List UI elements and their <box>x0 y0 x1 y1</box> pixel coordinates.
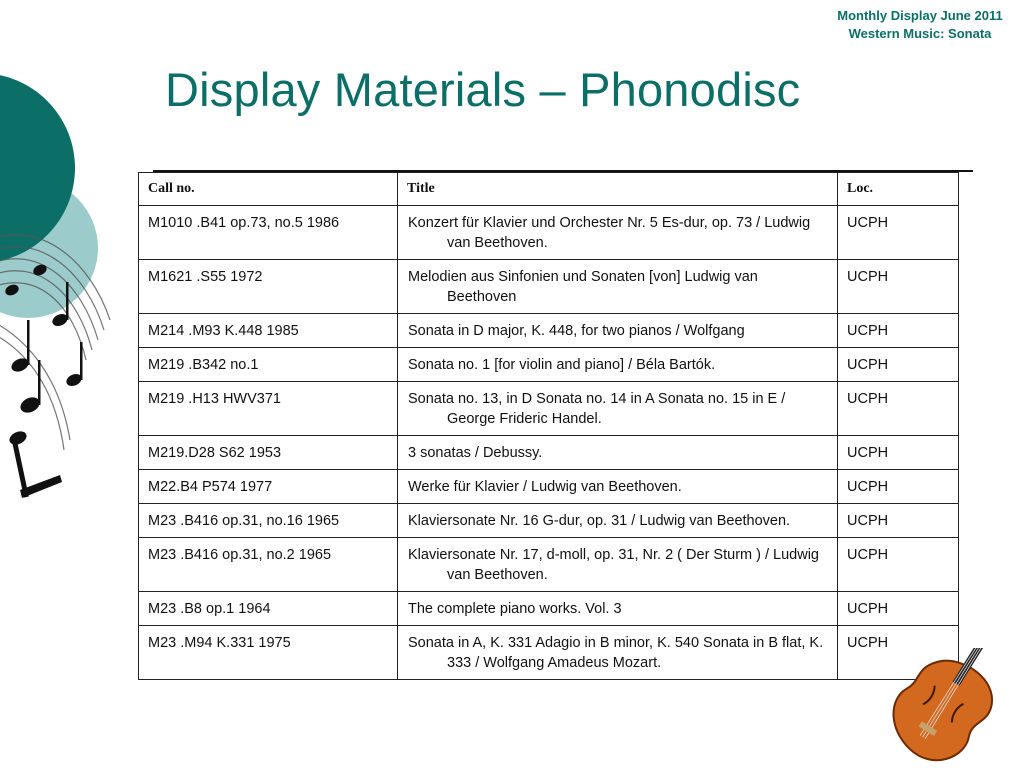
title-text: Sonata in A, K. 331 Adagio in B minor, K. 540 Sonata in B flat, K. 333 / Wolfgang Amadeus Mozart. <box>408 635 824 671</box>
table-row <box>139 348 959 382</box>
cell-loc: UCPH <box>838 314 959 348</box>
table-row <box>139 382 959 436</box>
cell-loc: UCPH <box>838 592 959 626</box>
title-text: Sonata no. 1 [for violin and piano] / Béla Bartók. <box>408 357 716 373</box>
violin-icon <box>862 648 1024 768</box>
column-header-title: Title <box>398 173 838 206</box>
cell-call-no: M1621 .S55 1972 <box>139 260 398 314</box>
title-text: Klaviersonate Nr. 17, d-moll, op. 31, Nr. 2 ( Der Sturm ) / Ludwig van Beethoven. <box>408 547 819 583</box>
cell-loc: UCPH <box>838 348 959 382</box>
column-header-loc: Loc. <box>838 173 959 206</box>
cell-title <box>398 592 838 626</box>
table-row <box>139 470 959 504</box>
table-row <box>139 436 959 470</box>
cell-title <box>398 436 838 470</box>
cell-loc: UCPH <box>838 504 959 538</box>
title-text: The complete piano works. Vol. 3 <box>408 601 622 617</box>
column-header-call-no: Call no. <box>139 173 398 206</box>
cell-loc: UCPH <box>838 538 959 592</box>
cell-loc: UCPH <box>838 436 959 470</box>
cell-title <box>398 260 838 314</box>
cell-loc: UCPH <box>838 260 959 314</box>
table-row <box>139 626 959 680</box>
page-title: Display Materials – Phonodisc <box>165 63 801 116</box>
title-text: Sonata no. 13, in D Sonata no. 14 in A Sonata no. 15 in E / George Frideric Handel. <box>408 391 786 427</box>
title-text: 3 sonatas / Debussy. <box>408 445 543 461</box>
cell-call-no: M23 .B416 op.31, no.2 1965 <box>139 538 398 592</box>
table-row <box>139 538 959 592</box>
title-text: Sonata in D major, K. 448, for two pianos / Wolfgang <box>408 323 745 339</box>
cell-title <box>398 314 838 348</box>
cell-call-no: M23 .B416 op.31, no.16 1965 <box>139 504 398 538</box>
cell-call-no: M23 .B8 op.1 1964 <box>139 592 398 626</box>
music-notes-swirl-icon <box>0 20 130 520</box>
header-note-line2: Western Music: Sonata <box>848 26 992 41</box>
cell-title <box>398 538 838 592</box>
table-row <box>139 206 959 260</box>
title-text: Melodien aus Sinfonien und Sonaten [von] Ludwig van Beethoven <box>408 269 758 305</box>
cell-title <box>398 348 838 382</box>
cell-call-no: M219.D28 S62 1953 <box>139 436 398 470</box>
table-header-row <box>139 173 959 206</box>
cell-call-no: M1010 .B41 op.73, no.5 1986 <box>139 206 398 260</box>
cell-loc: UCPH <box>838 626 959 680</box>
title-text: Klaviersonate Nr. 16 G-dur, op. 31 / Ludwig van Beethoven. <box>408 513 791 529</box>
cell-call-no: M23 .M94 K.331 1975 <box>139 626 398 680</box>
header-note <box>800 7 1024 43</box>
cell-title <box>398 382 838 436</box>
table-row <box>139 504 959 538</box>
title-text: Konzert für Klavier und Orchester Nr. 5 Es-dur, op. 73 / Ludwig van Beethoven. <box>408 215 811 251</box>
cell-loc: UCPH <box>838 470 959 504</box>
cell-call-no: M219 .H13 HWV371 <box>139 382 398 436</box>
cell-title <box>398 504 838 538</box>
phonodisc-table <box>138 172 959 680</box>
table-row <box>139 260 959 314</box>
table-row <box>139 592 959 626</box>
cell-call-no: M214 .M93 K.448 1985 <box>139 314 398 348</box>
cell-loc: UCPH <box>838 382 959 436</box>
cell-title <box>398 470 838 504</box>
title-text: Werke für Klavier / Ludwig van Beethoven. <box>408 479 682 495</box>
cell-call-no: M219 .B342 no.1 <box>139 348 398 382</box>
header-note-line1: Monthly Display June 2011 <box>837 8 1003 23</box>
table-row <box>139 314 959 348</box>
cell-loc: UCPH <box>838 206 959 260</box>
cell-title <box>398 626 838 680</box>
cell-title <box>398 206 838 260</box>
cell-call-no: M22.B4 P574 1977 <box>139 470 398 504</box>
